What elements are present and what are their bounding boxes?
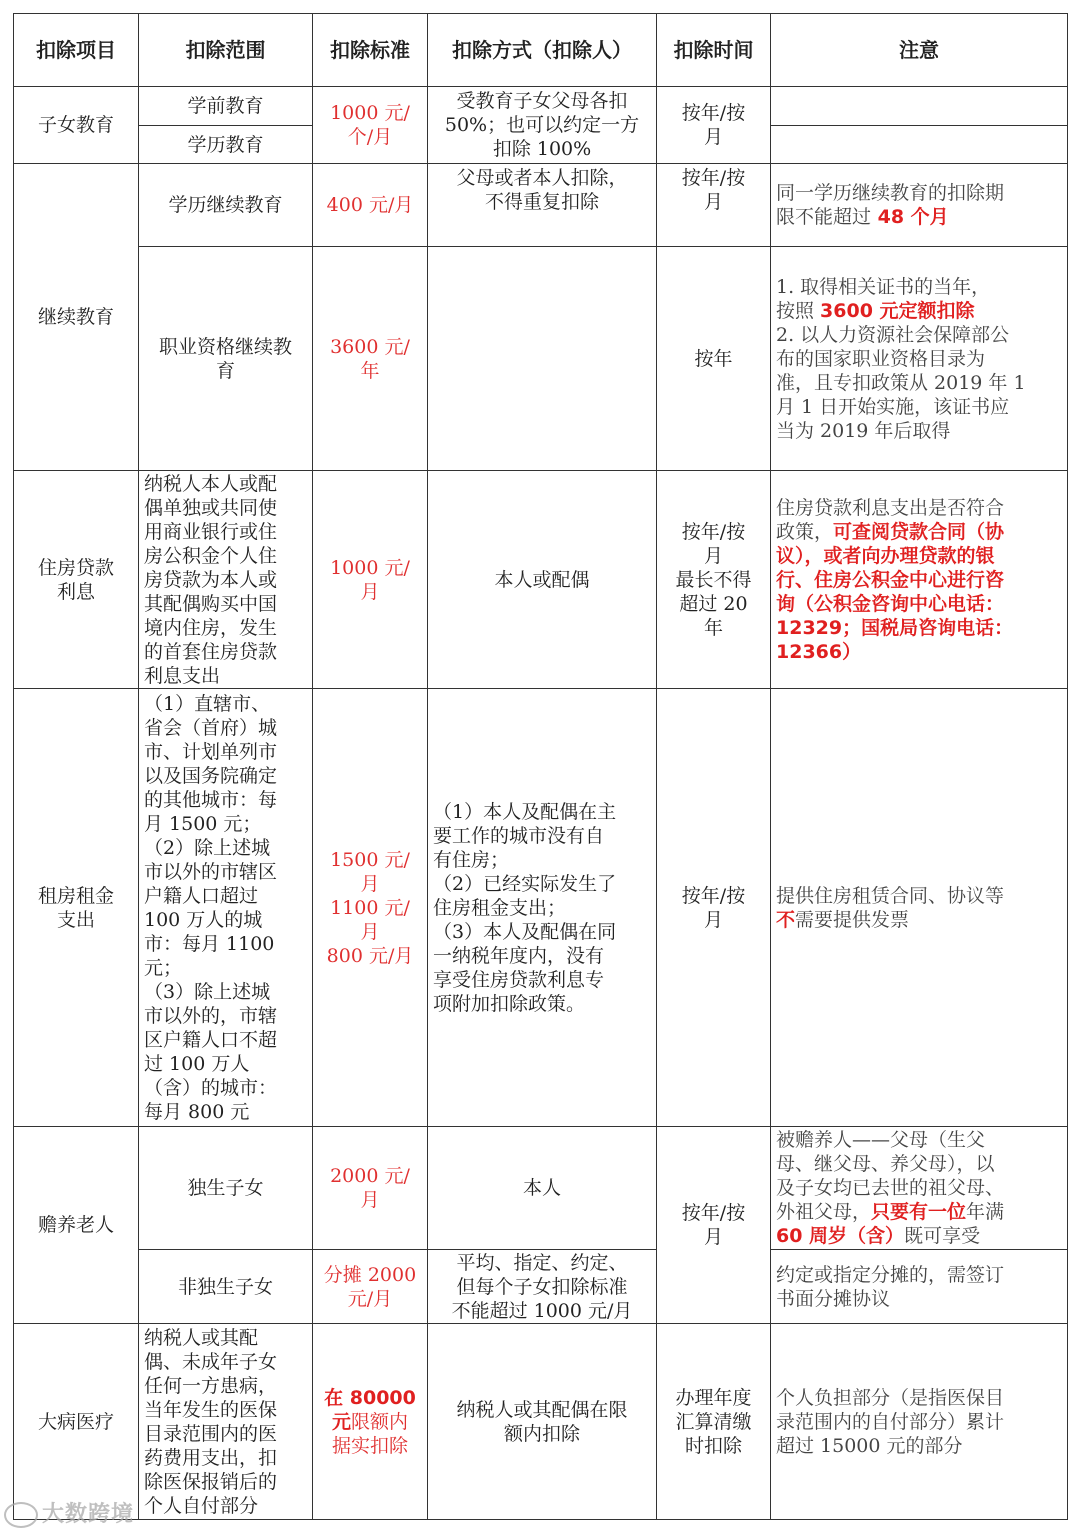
medical-scope: 纳税人或其配 偶、未成年子女 任何一方患病， 当年发生的医保 目录范围内的医 药费用支出，扣 除医保报销后的 个人自付部分: [139, 1324, 313, 1520]
elderly-only-child-note: 被赡养人——父母（生父 母、继父母、养父母），以 及子女均已去世的祖父母、 外祖父母，只要有一位年满 60 周岁（含）既可享受: [771, 1127, 1068, 1250]
continuing-degree-time: 按年/按 月: [657, 164, 771, 247]
rent-method: （1）本人及配偶在主 要工作的城市没有自 有住房； （2）已经实际发生了 住房租金支出； （3）本人及配偶在同 一纳税年度内，没有 享受住房贷款利息专 项附加扣除政策。: [428, 689, 657, 1127]
header-standard: 扣除标准: [313, 14, 428, 87]
loan-time: 按年/按 月 最长不得 超过 20 年: [657, 471, 771, 689]
children-note-1: [771, 87, 1068, 126]
rent-time: 按年/按 月: [657, 689, 771, 1127]
medical-item: 大病医疗: [14, 1324, 139, 1520]
watermark-logo-icon: [4, 1502, 38, 1528]
children-time: 按年/按 月: [657, 87, 771, 164]
table-row: [14, 87, 1068, 126]
header-time: 扣除时间: [657, 14, 771, 87]
elderly-only-child-scope: 独生子女: [139, 1127, 313, 1250]
table-row: [14, 689, 1068, 1127]
header-row: [14, 14, 1068, 87]
continuing-degree-standard: 400 元/月: [313, 164, 428, 247]
table-row: [14, 471, 1068, 689]
continuing-item: 继续教育: [14, 164, 139, 471]
header-method: 扣除方式（扣除人）: [428, 14, 657, 87]
loan-note: 住房贷款利息支出是否符合 政策，可查阅贷款合同（协 议），或者向办理贷款的银 行、住房公积金中心进行咨 询（公积金咨询中心电话： 12329；国税局咨询电话： 12366）: [771, 471, 1068, 689]
elderly-non-only-standard: 分摊 2000 元/月: [313, 1250, 428, 1324]
continuing-qualification-method: [428, 247, 657, 471]
children-scope-preschool: 学前教育: [139, 87, 313, 126]
header-scope: 扣除范围: [139, 14, 313, 87]
loan-scope: 纳税人本人或配 偶单独或共同使 用商业银行或住 房公积金个人住 房贷款为本人或 其配偶购买中国 境内住房，发生 的首套住房贷款 利息支出: [139, 471, 313, 689]
loan-item: 住房贷款 利息: [14, 471, 139, 689]
elderly-item: 赡养老人: [14, 1127, 139, 1324]
children-scope-degree: 学历教育: [139, 126, 313, 164]
children-item: 子女教育: [14, 87, 139, 164]
medical-note: 个人负担部分（是指医保目 录范围内的自付部分）累计 超过 15000 元的部分: [771, 1324, 1068, 1520]
medical-time: 办理年度 汇算清缴 时扣除: [657, 1324, 771, 1520]
continuing-qualification-standard: 3600 元/ 年: [313, 247, 428, 471]
continuing-degree-method: 父母或者本人扣除， 不得重复扣除: [428, 164, 657, 247]
children-standard: 1000 元/ 个/月: [313, 87, 428, 164]
rent-standard: 1500 元/ 月 1100 元/ 月 800 元/月: [313, 689, 428, 1127]
children-method: 受教育子女父母各扣 50%；也可以约定一方 扣除 100%: [428, 87, 657, 164]
header-note: 注意: [771, 14, 1068, 87]
deduction-table: [13, 13, 1068, 1520]
header-item: 扣除项目: [14, 14, 139, 87]
rent-note: 提供住房租赁合同、协议等 不需要提供发票: [771, 689, 1068, 1127]
watermark: [4, 1497, 134, 1528]
continuing-qualification-note: 1. 取得相关证书的当年， 按照 3600 元定额扣除 2. 以人力资源社会保障部公 布的国家职业资格目录为 准，且专扣政策从 2019 年 1 月 1 日开始实施，该证书应 当为 2019 年后取得: [771, 247, 1068, 471]
children-note-2: [771, 126, 1068, 164]
rent-scope: （1）直辖市、 省会（首府）城 市、计划单列市 以及国务院确定 的其他城市：每 月 1500 元； （2）除上述城 市以外的市辖区 户籍人口超过 100 万人的城 市：每月 1100 元； （3）除上述城 市以外的，市辖 区户籍人口不超 过 100 万人 （含）的城市： 每月 800 元: [139, 689, 313, 1127]
elderly-only-child-method: 本人: [428, 1127, 657, 1250]
continuing-degree-scope: 学历继续教育: [139, 164, 313, 247]
rent-item: 租房租金 支出: [14, 689, 139, 1127]
elderly-non-only-note: 约定或指定分摊的，需签订 书面分摊协议: [771, 1250, 1068, 1324]
continuing-qualification-time: 按年: [657, 247, 771, 471]
table-row: [14, 1127, 1068, 1250]
table-row: [14, 1324, 1068, 1520]
table-row: [14, 164, 1068, 247]
elderly-only-child-standard: 2000 元/ 月: [313, 1127, 428, 1250]
loan-standard: 1000 元/ 月: [313, 471, 428, 689]
elderly-non-only-method: 平均、指定、约定、 但每个子女扣除标准 不能超过 1000 元/月: [428, 1250, 657, 1324]
continuing-degree-note: 同一学历继续教育的扣除期 限不能超过 48 个月: [771, 164, 1068, 247]
elderly-time: 按年/按 月: [657, 1127, 771, 1324]
watermark-text: 大数跨境: [42, 1502, 135, 1527]
medical-method: 纳税人或其配偶在限 额内扣除: [428, 1324, 657, 1520]
table-row: [14, 247, 1068, 471]
elderly-non-only-scope: 非独生子女: [139, 1250, 313, 1324]
continuing-qualification-scope: 职业资格继续教 育: [139, 247, 313, 471]
medical-standard: 在 80000 元限额内 据实扣除: [313, 1324, 428, 1520]
loan-method: 本人或配偶: [428, 471, 657, 689]
table-row: [14, 1250, 1068, 1324]
